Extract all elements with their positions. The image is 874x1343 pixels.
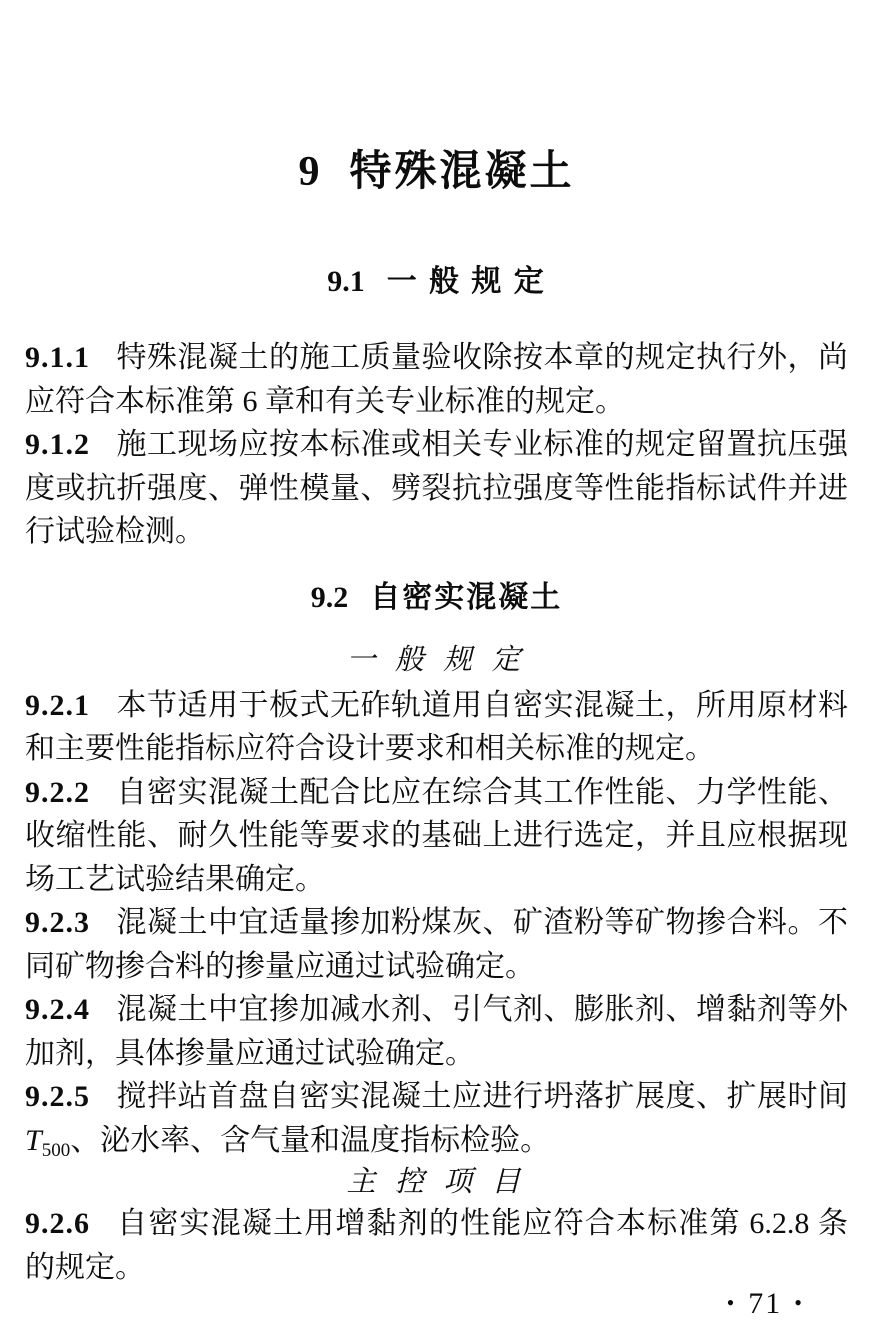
clause-text-after: 、泌水率、含气量和温度指标检验。 <box>70 1123 551 1157</box>
chapter-title <box>25 148 848 195</box>
clause-9-2-2 <box>25 771 848 902</box>
clause-text: 施工现场应按本标准或相关专业标准的规定留置抗压强度或抗折强度、弹性模量、劈裂抗拉强度等性能指标试件并进行试验检测。 <box>25 428 848 548</box>
clause-9-2-3 <box>25 901 848 988</box>
page-number <box>715 1286 816 1321</box>
clause-9-1-1 <box>25 336 848 423</box>
clause-text: 特殊混凝土的施工质量验收除按本章的规定执行外，尚应符合本标准第 6 章和有关专业标准的规定。 <box>25 341 848 418</box>
section-heading-9-1 <box>25 265 848 299</box>
chapter-title-text: 特殊混凝土 <box>349 147 575 194</box>
clause-number: 9.2.4 <box>25 993 90 1026</box>
clause-number: 9.2.1 <box>25 688 90 722</box>
clause-text: 自密实混凝土配合比应在综合其工作性能、力学性能、收缩性能、耐久性能等要求的基础上进行选定，并且应根据现场工艺试验结果确定。 <box>25 775 848 896</box>
clause-text: 混凝土中宜适量掺加粉煤灰、矿渣粉等矿物掺合料。不同矿物掺合料的掺量应通过试验确定。 <box>25 906 848 983</box>
clause-9-2-5 <box>25 1075 848 1162</box>
clause-number: 9.2.2 <box>25 775 90 809</box>
section-number: 9.2 <box>310 580 349 614</box>
clause-9-2-1 <box>25 684 848 771</box>
clause-9-2-4 <box>25 988 848 1075</box>
page-number-right-dot: • <box>794 1290 804 1315</box>
clause-text: 混凝土中宜掺加减水剂、引气剂、膨胀剂、增黏剂等外加剂，具体掺量应通过试验确定。 <box>25 993 848 1070</box>
page-number-value: 71 <box>748 1287 783 1320</box>
clause-number: 9.2.3 <box>25 906 90 939</box>
clause-9-2-6 <box>25 1202 848 1289</box>
clause-number: 9.2.6 <box>25 1207 90 1240</box>
section-9-1-body <box>25 336 848 554</box>
section-number: 9.1 <box>327 265 365 298</box>
variable-subscript-500: 500 <box>41 1139 71 1161</box>
clause-text-before: 搅拌站首盘自密实混凝土应进行坍落扩展度、扩展时间 <box>116 1080 848 1113</box>
section-title-text: 一 般 规 定 <box>386 265 546 298</box>
clause-text: 本节适用于板式无砟轨道用自密实混凝土，所用原材料和主要性能指标应符合设计要求和相关标准的规定。 <box>25 688 848 765</box>
page-number-left-dot: • <box>726 1290 737 1315</box>
clause-text: 自密实混凝土用增黏剂的性能应符合本标准第 6.2.8 条的规定。 <box>25 1207 848 1284</box>
section-heading-9-2 <box>25 581 848 615</box>
chapter-number: 9 <box>298 149 320 195</box>
variable-T: T <box>25 1123 42 1157</box>
clause-9-1-2 <box>25 423 848 554</box>
clause-number: 9.2.5 <box>25 1080 90 1113</box>
clause-number: 9.1.2 <box>25 428 90 461</box>
section-title-text: 自密实混凝土 <box>370 580 563 614</box>
clause-number: 9.1.1 <box>25 341 90 374</box>
subheading-general-provisions: 一 般 规 定 <box>346 643 527 676</box>
subheading-main-control-items: 主 控 项 目 <box>346 1166 527 1198</box>
section-9-2-body <box>25 684 848 1290</box>
